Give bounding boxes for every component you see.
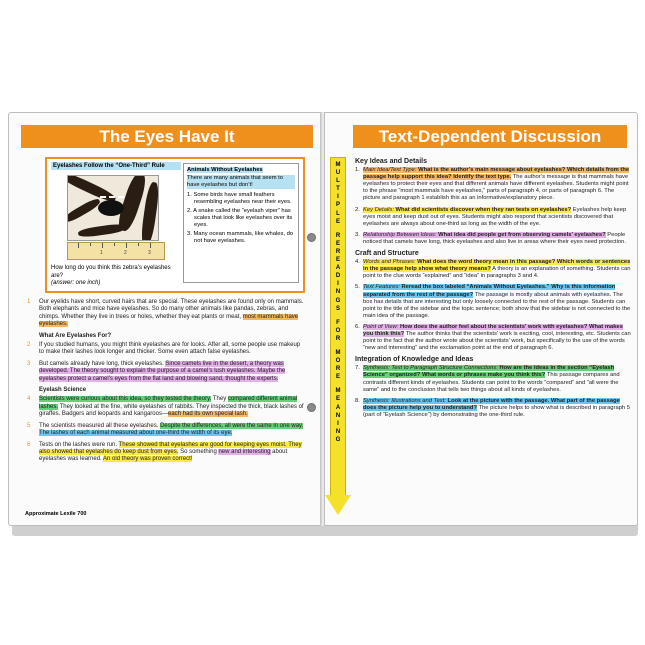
right-page bbox=[324, 112, 638, 526]
section-heading: Key Ideas and Details bbox=[355, 158, 427, 165]
arrow-letter: O bbox=[335, 358, 341, 365]
arrow-letter: I bbox=[337, 420, 339, 427]
binder-hole bbox=[307, 403, 316, 412]
arrow-letter: N bbox=[335, 289, 341, 296]
discussion-question bbox=[355, 207, 631, 228]
question-text: Look at the picture with the passage. What part of the passage does the picture help you to understand? bbox=[363, 397, 620, 411]
left-page bbox=[8, 112, 322, 526]
arrow-letter: N bbox=[335, 428, 341, 435]
binder-hole bbox=[307, 233, 316, 242]
question-category: Relationship Between Ideas: bbox=[363, 231, 437, 238]
figure-caption bbox=[51, 265, 181, 288]
question-answer: People noticed that camels have long, thick eyelashes and also live in areas where their eyes need protection. bbox=[363, 231, 626, 245]
arrow-letter: N bbox=[335, 412, 341, 419]
arrow-letter: E bbox=[335, 257, 340, 264]
arrow-letter: O bbox=[335, 327, 341, 334]
paragraph-number: 6 bbox=[27, 441, 31, 448]
question-answer: The picture helps to show what is described in paragraph 5 (part of “Eyelash Science”) by demonstrating the one-third rule. bbox=[363, 404, 630, 418]
arrow-head-icon bbox=[325, 495, 351, 515]
section-heading: Craft and Structure bbox=[355, 250, 419, 258]
arrow-letter: R bbox=[335, 248, 341, 255]
paragraph-number: 4 bbox=[27, 396, 31, 403]
sidebar-intro: There are many animals that seem to have eyelashes but don’t! bbox=[187, 175, 295, 189]
question-number: 1. bbox=[355, 167, 360, 174]
question-category: Synthesis: Text to Paragraph Structure Connections: bbox=[363, 365, 498, 372]
figure-title: Eyelashes Follow the “One-Third” Rule bbox=[51, 162, 181, 170]
sidebar-box bbox=[183, 163, 299, 283]
subheading-eyelash-science: Eyelash Science bbox=[39, 387, 87, 394]
lexile-label: Approximate Lexile 700 bbox=[25, 511, 87, 517]
arrow-letter: I bbox=[337, 281, 339, 288]
sidebar-item: 3. Many ocean mammals, like whales, do not have eyelashes. bbox=[187, 231, 294, 244]
paragraph-4: 4 Scientists were curious about this idea, so they tested the theory. They compared different animal lashes. They looked at the fine, white eyelashes of rabbits. They inspected the thick, black lashes of giraffes. Badgers and leopards and kangaroos—each had its own special lash. bbox=[27, 396, 304, 418]
open-book bbox=[8, 112, 638, 532]
question-category: Text Features: bbox=[363, 284, 400, 291]
arrow-letter: M bbox=[335, 162, 341, 168]
right-page-title: Text-Dependent Discussion bbox=[353, 125, 627, 148]
question-number: 2. bbox=[355, 206, 360, 213]
paragraph-number: 1 bbox=[27, 299, 31, 305]
question-answer: The author’s message is that mammals have eyelashes to protect their eyes and that different animals have different eyelashes. Students might point to the phrase “most mammals have eyelashes,” parts of paragraph 4, or parts of paragraph 6. The picture and paragraph 1 establish this as an informative/explanatory piece. bbox=[363, 174, 629, 202]
discussion-question bbox=[355, 284, 631, 319]
question-text: What did scientists discover when they ran tests on eyelashes? bbox=[393, 206, 572, 213]
question-category: Words and Phrases: bbox=[363, 259, 416, 266]
question-answer: Eyelashes help keep eyes moist and keep dust out of eyes. Students might also respond that scientists discovered that eyelashes are always about one-third as long as the width of the eye. bbox=[363, 206, 627, 227]
arrow-letter: E bbox=[335, 240, 340, 247]
caption-answer: (answer: one inch) bbox=[51, 280, 101, 286]
ruler-image bbox=[67, 242, 165, 260]
discussion-question bbox=[355, 324, 631, 352]
paragraph-number: 2 bbox=[27, 342, 31, 349]
arrow-letter: R bbox=[335, 366, 341, 373]
arrow-letter: F bbox=[336, 319, 340, 326]
paragraph-6: 6 Tests on the lashes were run. These showed that eyelashes are good for keeping eyes moist. They also showed that eyelashes do keep dust from eyes. So something new and interesting about eyelashes was learned. An old theory was proven correct! bbox=[27, 441, 302, 463]
ruler-number: 1 bbox=[100, 250, 103, 256]
arrow-letter: E bbox=[335, 396, 340, 403]
discussion-question bbox=[355, 365, 631, 393]
discussion-question bbox=[355, 259, 631, 280]
arrow-letter: G bbox=[335, 297, 341, 304]
left-page-title: The Eyes Have It bbox=[21, 125, 313, 148]
arrow-letter: A bbox=[335, 404, 341, 411]
arrow-letter: T bbox=[336, 186, 340, 193]
question-category: Synthesis: Illustrations and Text: bbox=[363, 397, 446, 404]
arrow-letter: E bbox=[335, 218, 340, 225]
arrow-letter: G bbox=[335, 436, 341, 443]
question-answer: This passage compares and contrasts different kinds of eyelashes. Students can point to the words “compared” and “all were the same” and to the conclusion that tells two things about all kinds of eyelashes. bbox=[363, 372, 620, 393]
question-number: 5. bbox=[355, 284, 360, 291]
question-number: 4. bbox=[355, 259, 360, 266]
question-text: Reread the box labeled “Animals Without Eyelashes.” Why is this information separated from the rest of the passage? bbox=[363, 284, 616, 298]
discussion-question bbox=[355, 398, 631, 419]
question-category: Key Details: bbox=[363, 206, 394, 213]
arrow-letter: R bbox=[335, 232, 341, 239]
arrow-letter: I bbox=[337, 194, 339, 201]
question-answer: The passage is mostly about animals with eyelashes. The box has details that are interesting but only loosely connected to the rest of the passage. Students can point to the title of the sidebar and the topic sentence; both show that the sidebar is not connected to the main idea of the passage. bbox=[363, 291, 631, 319]
arrow-letter: M bbox=[335, 388, 341, 395]
sidebar-item: 1. Some birds have small feathers resembling eyelashes near their eyes. bbox=[187, 192, 292, 205]
question-text: What idea did people get from observing camels’ eyelashes? bbox=[436, 231, 606, 238]
arrow-letter: D bbox=[335, 273, 341, 280]
sidebar-item: 2. A snake called the “eyelash viper” has scales that look like eyelashes over its eyes. bbox=[187, 208, 293, 228]
paragraph-1: 1 Our eyelids have short, curved hairs that are special. These eyelashes are found only on mammals. Both elephants and mice have eyelashes. So do many other animals like pandas, zebras, and chimps. Whether they live in trees or holes, whether they eat plants or meat, most mammals have eyelashes. bbox=[27, 299, 304, 328]
paragraph-2: 2 If you studied humans, you might think eyelashes are for looks. After all, some people use makeup to make their lashes look longer and thicker. Some even attach false eyelashes. bbox=[27, 342, 301, 356]
question-text: What is the author’s main message about eyelashes? Which details from the passage help support this idea? Identify the text type. bbox=[363, 167, 630, 181]
arrow-letter: E bbox=[335, 374, 340, 381]
question-number: 7. bbox=[355, 365, 360, 372]
arrow-letter: R bbox=[335, 335, 341, 342]
paragraph-number: 5 bbox=[27, 422, 31, 429]
arrow-letter: S bbox=[335, 305, 340, 312]
sidebar-list bbox=[187, 192, 295, 245]
arrow-letter: M bbox=[335, 349, 341, 356]
question-category: Main Idea/Text Type: bbox=[363, 167, 417, 174]
arrow-letter: L bbox=[336, 178, 340, 185]
ruler-number: 2 bbox=[124, 250, 127, 256]
ruler-number: 3 bbox=[148, 250, 151, 256]
question-category: Point of View: bbox=[363, 323, 399, 330]
question-answer: A theory is an explanation of something. Students can point to the clue words “explained” and “idea” in paragraphs 3 and 4. bbox=[363, 266, 631, 280]
arrow-letter: L bbox=[336, 210, 340, 217]
paragraph-3: 3 But camels already have long, thick eyelashes. Since camels live in the desert, a theory was developed. The theory sought to explain the purpose of a camel’s lush eyelashes. Maybe the eyelashes protect a camel’s eyes from the flat land and blowing sand, thought the experts. bbox=[27, 360, 286, 382]
article-text bbox=[27, 299, 305, 468]
paragraph-5: 5 The scientists measured all these eyelashes. Despite the differences, all were the same in one way. The lashes of each animal measured about one-third the width of its eye. bbox=[27, 422, 304, 437]
arrow-letter: A bbox=[335, 265, 341, 272]
zebra-eye-image bbox=[67, 175, 159, 241]
zebra-figure bbox=[45, 157, 305, 293]
discussion-question bbox=[355, 232, 631, 246]
paragraph-number: 3 bbox=[27, 360, 31, 367]
arrow-letter: U bbox=[335, 170, 341, 177]
question-answer: The author thinks that the scientists’ work is exciting, cool, interesting, etc. Students can point to the fact that the author wrote about the scientists’ work, but specifically to the use of the words “new and interesting” and the exclamation point at the end of paragraph 6. bbox=[363, 330, 631, 352]
section-heading: Integration of Knowledge and Ideas bbox=[355, 356, 474, 364]
arrow-letter: P bbox=[335, 202, 340, 209]
caption-question: How long do you think this zebra’s eyelashes are? bbox=[51, 265, 171, 279]
question-text: What does the word theory mean in this passage? Which words or sentences in the passage help show what theory means? bbox=[363, 259, 631, 273]
question-number: 3. bbox=[355, 231, 360, 238]
question-text: How does the author feel about the scientists’ work with eyelashes? What makes you think this? bbox=[363, 323, 623, 337]
discussion-questions bbox=[355, 155, 631, 423]
arrow-label bbox=[330, 161, 346, 444]
question-text: How are the ideas in the section “Eyelash Science” organized? What words or phrases make you think this? bbox=[363, 365, 615, 379]
subheading-eyelashes-for: What Are Eyelashes For? bbox=[39, 332, 112, 339]
question-number: 6. bbox=[355, 323, 360, 330]
sidebar-title: Animals Without Eyelashes bbox=[187, 167, 263, 173]
question-number: 8. bbox=[355, 397, 360, 404]
discussion-question bbox=[355, 167, 631, 202]
